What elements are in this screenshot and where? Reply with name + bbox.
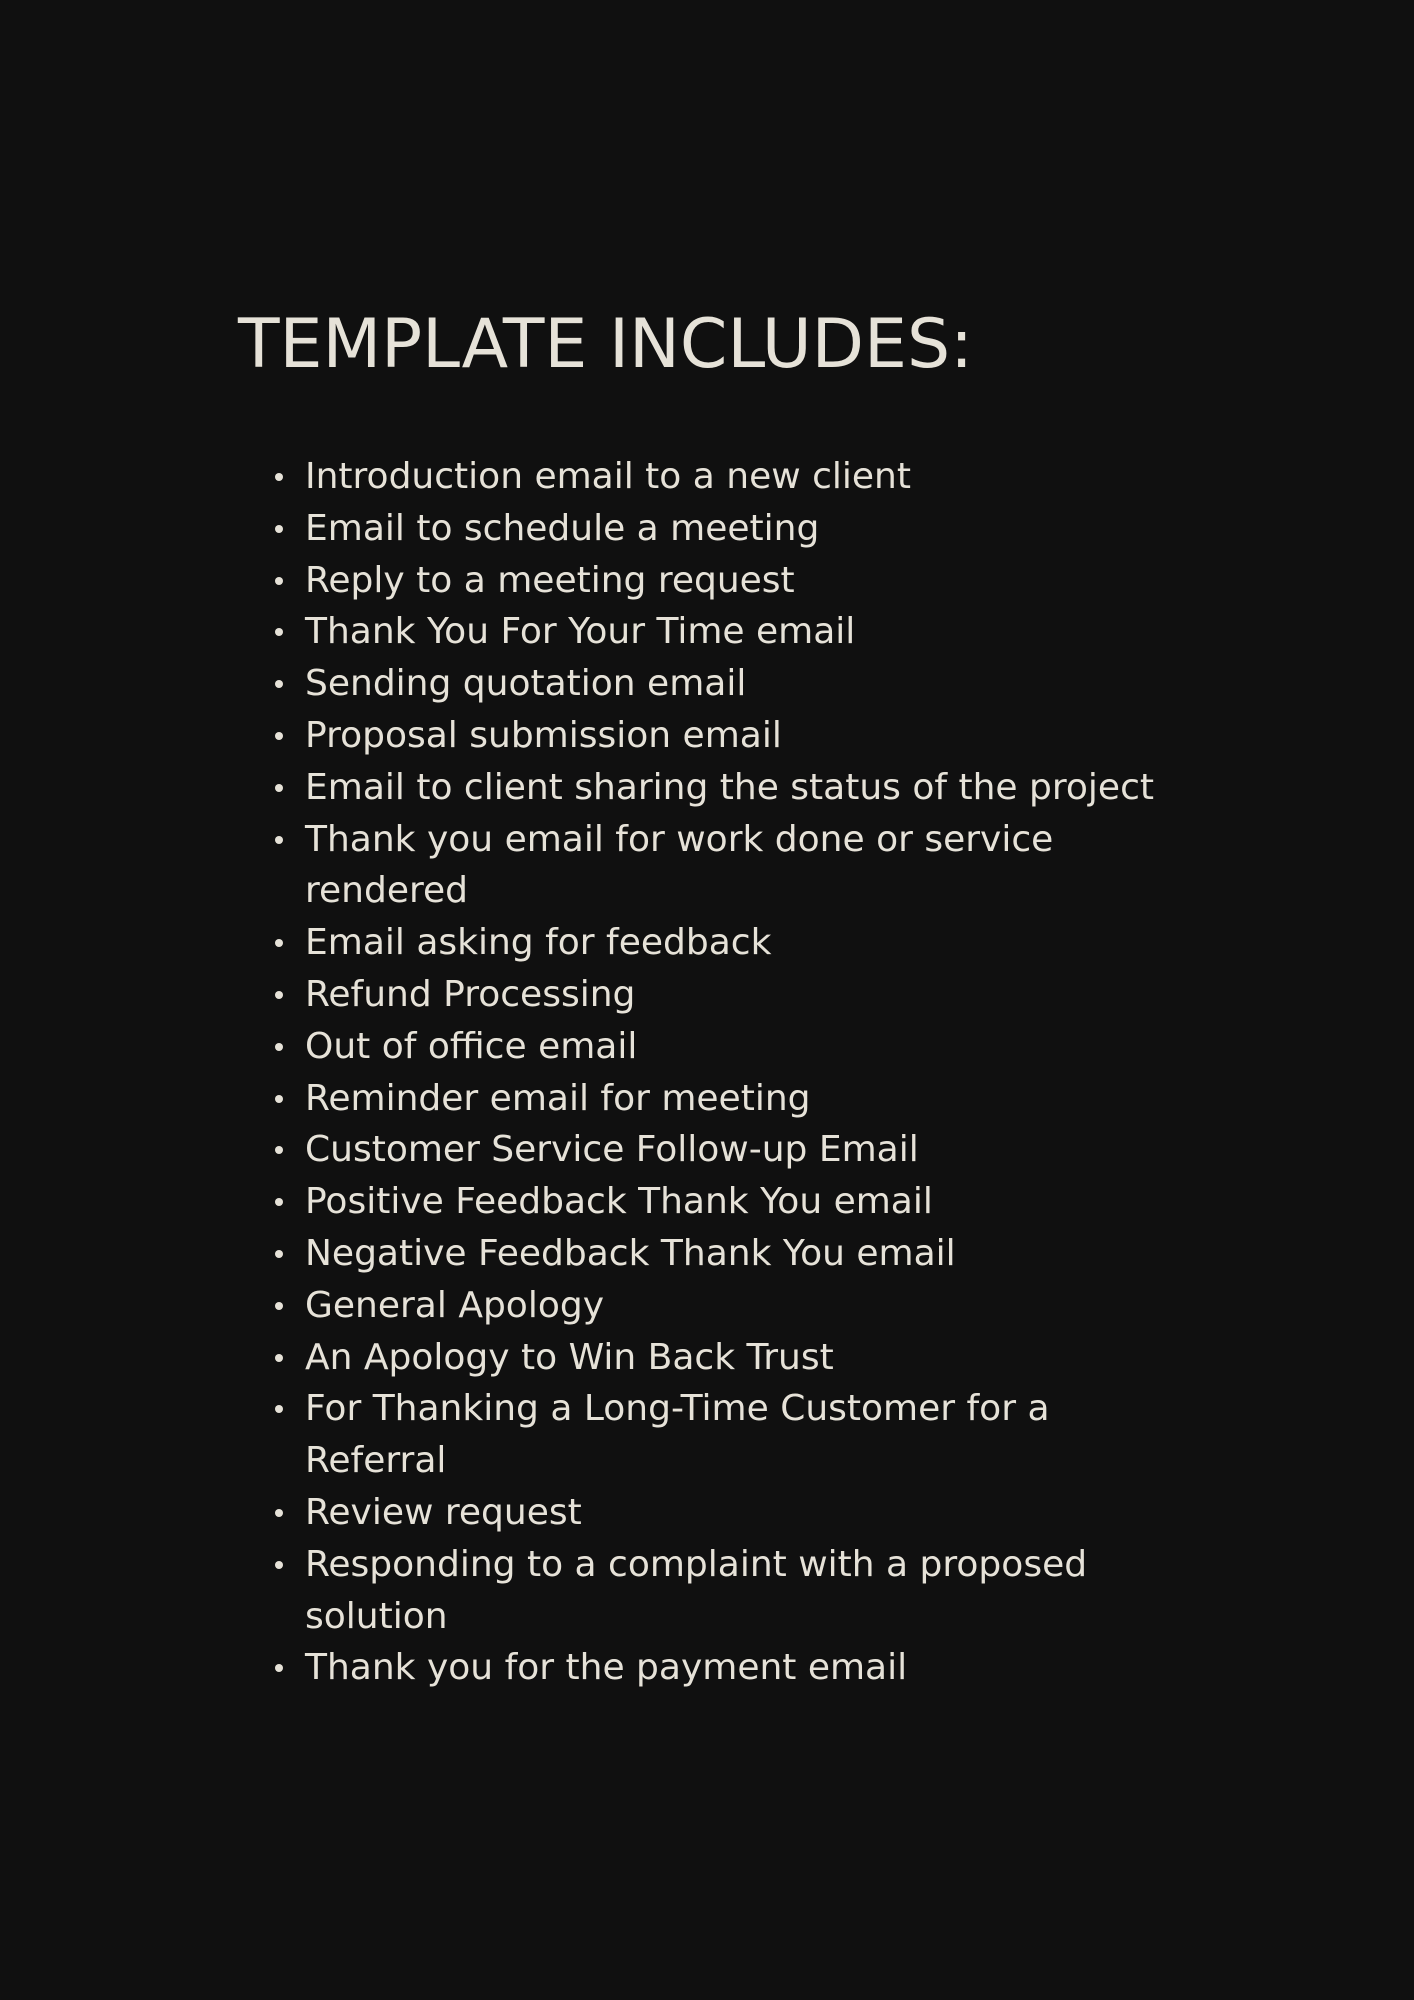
list-item: Email to schedule a meeting <box>305 503 1165 555</box>
list-item: Customer Service Follow-up Email <box>305 1124 1165 1176</box>
template-list <box>305 451 1165 1694</box>
list-item: General Apology <box>305 1280 1165 1332</box>
list-item: Email to client sharing the status of the project <box>305 762 1165 814</box>
list-item: An Apology to Win Back Trust <box>305 1332 1165 1384</box>
list-item: Email asking for feedback <box>305 917 1165 969</box>
list-item: Refund Processing <box>305 969 1165 1021</box>
list-item: Positive Feedback Thank You email <box>305 1176 1165 1228</box>
list-item: Negative Feedback Thank You email <box>305 1228 1165 1280</box>
list-item: Thank You For Your Time email <box>305 606 1165 658</box>
list-item: Sending quotation email <box>305 658 1165 710</box>
list-item: Proposal submission email <box>305 710 1165 762</box>
list-item: Review request <box>305 1487 1165 1539</box>
list-item: Introduction email to a new client <box>305 451 1165 503</box>
list-item: Out of office email <box>305 1021 1165 1073</box>
list-item: For Thanking a Long-Time Customer for a Referral <box>305 1383 1165 1487</box>
list-item: Responding to a complaint with a proposed solution <box>305 1539 1165 1643</box>
page-title: TEMPLATE INCLUDES: <box>238 305 974 384</box>
list-item: Thank you email for work done or service rendered <box>305 814 1165 918</box>
list-item: Reminder email for meeting <box>305 1073 1165 1125</box>
list-item: Thank you for the payment email <box>305 1642 1165 1694</box>
list-item: Reply to a meeting request <box>305 555 1165 607</box>
